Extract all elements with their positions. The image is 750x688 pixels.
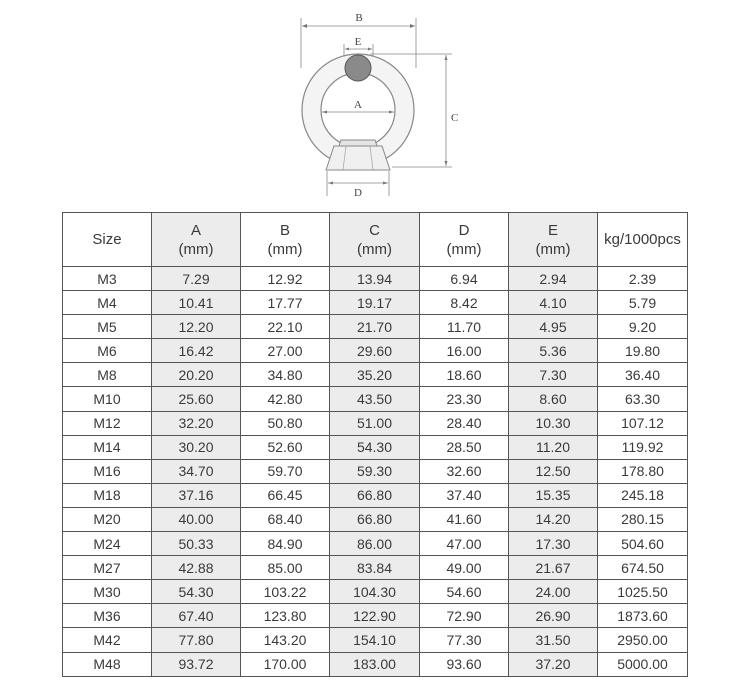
cell-e: 4.10 [509,291,598,315]
table-row [63,556,688,580]
cell-a: 34.70 [152,459,241,483]
cell-c: 66.80 [330,507,420,531]
label-b: B [355,12,363,24]
table-row [63,291,688,315]
cell-e: 14.20 [509,507,598,531]
table-row [63,483,688,507]
table-row [63,267,688,291]
cell-size: M48 [63,652,152,676]
cell-c: 154.10 [330,628,420,652]
cell-weight: 280.15 [598,507,688,531]
dimension-d [327,171,389,199]
cell-d: 47.00 [420,532,509,556]
header-c-label: C [369,221,380,239]
cell-e: 21.67 [509,556,598,580]
cell-d: 18.60 [420,363,509,387]
cell-c: 35.20 [330,363,420,387]
cell-d: 6.94 [420,267,509,291]
cell-e: 24.00 [509,580,598,604]
header-b [241,213,330,267]
cell-d: 41.60 [420,507,509,531]
cell-size: M4 [63,291,152,315]
cell-a: 10.41 [152,291,241,315]
cell-a: 37.16 [152,483,241,507]
cell-a: 30.20 [152,435,241,459]
cell-size: M36 [63,604,152,628]
cell-d: 23.30 [420,387,509,411]
table-row [63,363,688,387]
ring-cross-section [345,55,371,81]
cell-weight: 19.80 [598,339,688,363]
cell-b: 34.80 [241,363,330,387]
cell-size: M18 [63,483,152,507]
spec-table-body [63,267,688,677]
cell-weight: 504.60 [598,532,688,556]
cell-e: 37.20 [509,652,598,676]
cell-a: 12.20 [152,315,241,339]
cell-weight: 107.12 [598,411,688,435]
cell-a: 32.20 [152,411,241,435]
cell-size: M14 [63,435,152,459]
header-e-unit: (mm) [535,240,571,258]
cell-c: 122.90 [330,604,420,628]
cell-size: M20 [63,507,152,531]
cell-size: M27 [63,556,152,580]
cell-c: 19.17 [330,291,420,315]
cell-b: 42.80 [241,387,330,411]
header-size [63,213,152,267]
cell-weight: 245.18 [598,483,688,507]
cell-d: 93.60 [420,652,509,676]
cell-b: 68.40 [241,507,330,531]
table-row [63,459,688,483]
cell-d: 72.90 [420,604,509,628]
cell-d: 28.40 [420,411,509,435]
table-row [63,507,688,531]
table-row [63,315,688,339]
header-weight [598,213,688,267]
spec-table-header [63,213,688,267]
cell-e: 12.50 [509,459,598,483]
cell-c: 21.70 [330,315,420,339]
table-row [63,411,688,435]
header-a [152,213,241,267]
cell-e: 11.20 [509,435,598,459]
label-a: A [354,99,362,111]
cell-a: 25.60 [152,387,241,411]
cell-size: M12 [63,411,152,435]
cell-c: 29.60 [330,339,420,363]
cell-weight: 674.50 [598,556,688,580]
table-row [63,628,688,652]
cell-a: 93.72 [152,652,241,676]
cell-weight: 63.30 [598,387,688,411]
cell-weight: 2950.00 [598,628,688,652]
table-row [63,387,688,411]
cell-size: M42 [63,628,152,652]
cell-weight: 2.39 [598,267,688,291]
header-d [420,213,509,267]
label-e: E [354,36,362,48]
cell-a: 7.29 [152,267,241,291]
table-row [63,435,688,459]
cell-a: 42.88 [152,556,241,580]
label-d: D [354,187,362,199]
cell-d: 8.42 [420,291,509,315]
cell-c: 59.30 [330,459,420,483]
cell-a: 67.40 [152,604,241,628]
cell-b: 27.00 [241,339,330,363]
cell-a: 40.00 [152,507,241,531]
cell-size: M24 [63,532,152,556]
cell-b: 85.00 [241,556,330,580]
cell-weight: 5.79 [598,291,688,315]
cell-c: 13.94 [330,267,420,291]
cell-size: M3 [63,267,152,291]
cell-b: 123.80 [241,604,330,628]
header-b-label: B [279,221,290,239]
cell-weight: 1025.50 [598,580,688,604]
table-row [63,604,688,628]
cell-e: 4.95 [509,315,598,339]
cell-d: 11.70 [420,315,509,339]
header-e-label: E [547,221,558,239]
cell-b: 143.20 [241,628,330,652]
cell-e: 15.35 [509,483,598,507]
cell-c: 104.30 [330,580,420,604]
header-c-unit: (mm) [357,240,392,258]
cell-b: 52.60 [241,435,330,459]
cell-b: 103.22 [241,580,330,604]
cell-weight: 178.80 [598,459,688,483]
cell-weight: 1873.60 [598,604,688,628]
cell-e: 5.36 [509,339,598,363]
cell-b: 59.70 [241,459,330,483]
cell-size: M30 [63,580,152,604]
cell-b: 50.80 [241,411,330,435]
header-a-label: A [190,221,201,239]
cell-b: 66.45 [241,483,330,507]
cell-weight: 36.40 [598,363,688,387]
cell-weight: 5000.00 [598,652,688,676]
table-row [63,339,688,363]
cell-size: M8 [63,363,152,387]
header-weight-label: kg/1000pcs [604,231,681,248]
cell-c: 43.50 [330,387,420,411]
cell-weight: 9.20 [598,315,688,339]
cell-b: 84.90 [241,532,330,556]
cell-c: 183.00 [330,652,420,676]
cell-b: 17.77 [241,291,330,315]
cell-d: 49.00 [420,556,509,580]
cell-b: 12.92 [241,267,330,291]
cell-a: 54.30 [152,580,241,604]
cell-c: 54.30 [330,435,420,459]
cell-size: M5 [63,315,152,339]
cell-b: 22.10 [241,315,330,339]
cell-e: 17.30 [509,532,598,556]
cell-c: 66.80 [330,483,420,507]
label-c: C [451,112,459,124]
cell-a: 77.80 [152,628,241,652]
cell-c: 51.00 [330,411,420,435]
cell-d: 28.50 [420,435,509,459]
cell-size: M10 [63,387,152,411]
table-row [63,652,688,676]
header-row [63,213,688,267]
cell-d: 32.60 [420,459,509,483]
cell-size: M6 [63,339,152,363]
cell-e: 2.94 [509,267,598,291]
cell-d: 16.00 [420,339,509,363]
table-row [63,532,688,556]
cell-weight: 119.92 [598,435,688,459]
cell-e: 26.90 [509,604,598,628]
header-b-unit: (mm) [267,240,303,258]
eye-nut-diagram [0,0,750,210]
cell-a: 16.42 [152,339,241,363]
cell-a: 50.33 [152,532,241,556]
cell-d: 77.30 [420,628,509,652]
cell-c: 83.84 [330,556,420,580]
spec-table [62,212,688,677]
header-d-label: D [458,221,470,239]
cell-e: 7.30 [509,363,598,387]
header-e [509,213,598,267]
cell-b: 170.00 [241,652,330,676]
cell-c: 86.00 [330,532,420,556]
header-c [330,213,420,267]
cell-e: 10.30 [509,411,598,435]
header-a-unit: (mm) [178,240,214,258]
cell-d: 37.40 [420,483,509,507]
header-d-unit: (mm) [446,240,482,258]
cell-a: 20.20 [152,363,241,387]
cell-d: 54.60 [420,580,509,604]
cell-size: M16 [63,459,152,483]
cell-e: 8.60 [509,387,598,411]
table-row [63,580,688,604]
cell-e: 31.50 [509,628,598,652]
header-size-label: Size [92,231,122,248]
